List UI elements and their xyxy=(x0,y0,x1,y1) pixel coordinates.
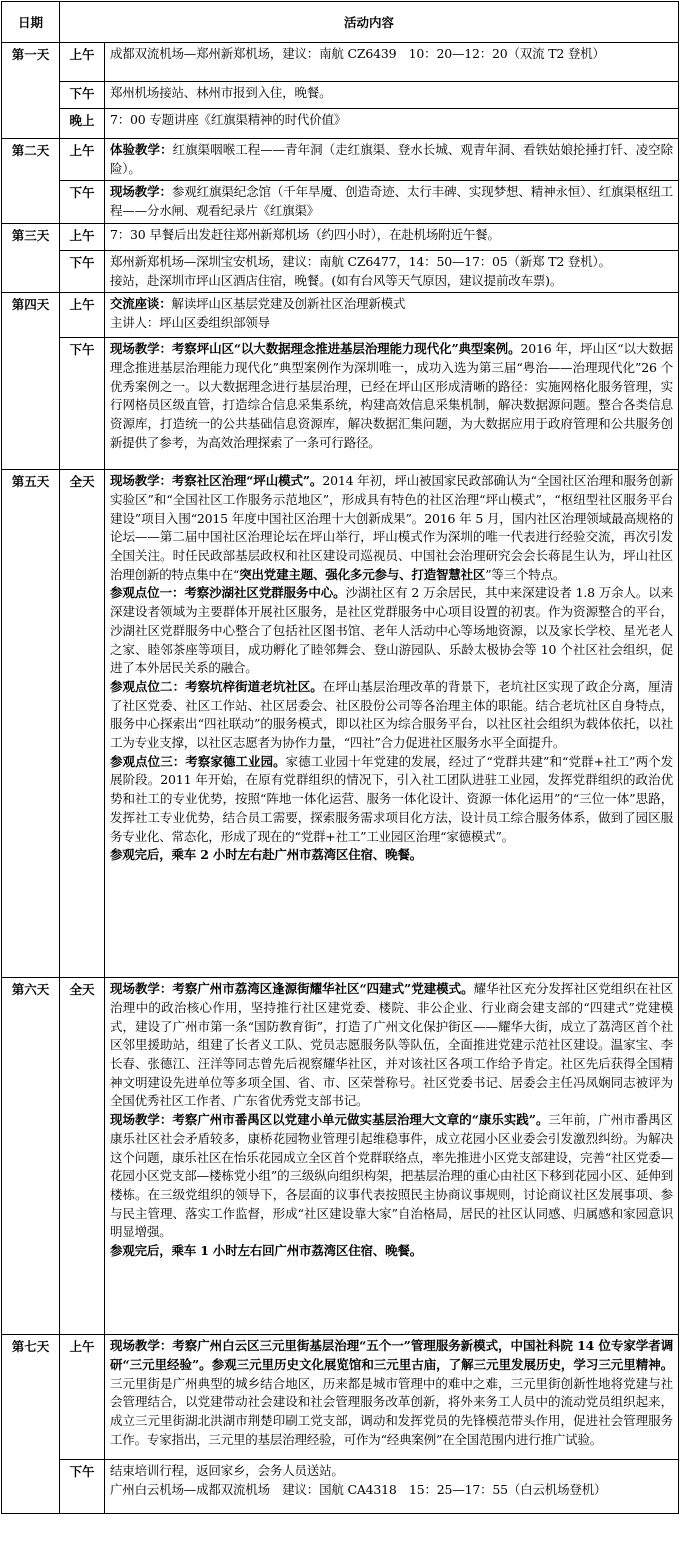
text: 2014 年初，坪山被国家民政部确认为“全国社区治理和服务创新实验区”和“全国社区工作服务示范地区”，形成具有特色的社区治理“坪山模式”，“枢纽型社区服务平台建设”项目入围“2015 年度中国社区治理十大创新成果”。2016 年 5 月，国内社区治理领域最高规格的论坛——第二届中国社区治理论坛在坪山举行，坪山模式作为深圳的唯一代表进行经验交流，再次引发全国关注。时任民政部基层政权和社区建设司巡视员、中国社会治理研究会会长蒋昆生认为，坪山社区治理创新的特点集中在“ xyxy=(110,473,673,582)
content-paragraph xyxy=(110,111,673,130)
activity-content xyxy=(105,43,679,82)
text: 2016 年，坪山区“以大数据理念推进基层治理能力现代化”典型案例作为深圳唯一，成功入选为第三届“粤治——治理现代化”26 个优秀案例之一。以大数据理念进行基层治理，已经在坪山区形成清晰的路径：实施网格化服务管理，实行网格员区级直管，打造综合信息采集系统，构建高效信息采集机制，解决数据源问题。整合各类信息资源库，打造统一的公共基础信息资源库，解决数据汇集问题，为大数据应用于政府管理和公共服务创新提供了参考，为高效治理探索了一条可行路径。 xyxy=(110,341,673,450)
session-row xyxy=(2,470,679,978)
text: 广州白云机场—成都双流机场 建议：国航 CA4318 15：25—17：55（白云机场登机） xyxy=(110,1481,607,1497)
content-paragraph xyxy=(110,226,673,245)
text: 在坪山基层治理改革的背景下，老坑社区实现了政企分离，厘清了社区党委、社区工作站、社区居委会、社区股份公司等各治理主体的职能。结合老坑社区自身特点，服务中心探索出“四社联动”的服务模式，即以社区为综合服务平台，以社区社会组织为载体依托，以社工为专业支撑，以社区志愿者为协作力量，“四社”合力促进社区服务水平全面提升。 xyxy=(110,678,673,751)
bold-text: 参观点位二：考察坑梓街道老坑社区。 xyxy=(110,678,323,694)
activity-content xyxy=(105,223,679,250)
bold-text: 体验教学： xyxy=(110,142,173,157)
activity-content xyxy=(105,250,679,292)
session-row xyxy=(2,338,679,470)
text: 三年前，广州市番禺区康乐社区社会矛盾较多，康桥花园物业管理引起维稳事件，成立花园小区业委会引发激烈纠纷。为解决这个问题，康乐社区在怡乐花园成立全区首个党群联络点，率先推进小区党支部建设，完善“社区党委—花园小区党支部—楼栋党小组”的三级纵向组织构架，把基层治理的重心由社区下移到花园小区、延伸到楼栋。在三级党组织的领导下，各层面的议事代表按照民主协商议事规则，讨论商议社区发展事项、参与民主管理、落实工作监督，形成“社区建设靠大家”自治格局，居民的社区认同感、归属感和家园意识明显增强。 xyxy=(110,1112,673,1240)
session-row xyxy=(2,82,679,109)
bold-text: 参观点位三：考察家德工业园。 xyxy=(110,753,286,769)
text: 7：00 专题讲座《红旗渠精神的时代价值》 xyxy=(110,112,347,127)
text: 郑州机场接站、林州市报到入住，晚餐。 xyxy=(110,85,332,100)
content-paragraph xyxy=(110,1337,673,1449)
session-row xyxy=(2,250,679,292)
text: 解读坪山区基层党建及创新社区治理新模式 xyxy=(171,296,406,312)
schedule-table xyxy=(1,1,679,1514)
content-paragraph xyxy=(110,1481,673,1500)
text: 接站，赴深圳市坪山区酒店住宿，晚餐。(如有台风等天气原因，建议提前改车票)。 xyxy=(110,272,563,288)
period-label: 下午 xyxy=(60,1460,105,1514)
header-row xyxy=(2,2,679,43)
text: 耀华社区充分发挥社区党组织在社区治理中的政治核心作用，坚持推行社区建党委、楼院、非公企业、行业商会建支部的“四建式”党建模式，建设了广州市第一条“国防教育街”，打造了广州文化保护街区——耀华大街，成立了荔湾区首个社区邻里援助站，组建了长者义工队、党员志愿服务队等队伍，全面推进党建示范社区建设。温家宝、李长春、张德江、汪洋等同志曾先后视察耀华社区，并对该社区各项工作给予肯定。社区先后获得全国精神文明建设先进单位等多项全国、省、市、区荣誉称号。社区党委书记、居委会主任冯凤娴同志被评为全国优秀社区工作者、广东省优秀党支部书记。 xyxy=(110,981,673,1109)
activity-content xyxy=(105,82,679,109)
text: 主讲人：坪山区委组织部领导 xyxy=(110,314,270,330)
session-row xyxy=(2,978,679,1335)
text: ”等三个特点。 xyxy=(485,566,566,582)
text: 成都双流机场—郑州新郑机场，建议：南航 CZ6439 10：20—12：20（双流 T2 登机） xyxy=(110,46,605,61)
activity-content xyxy=(105,470,679,978)
bold-text: 参观完后，乘车 1 小时左右回广州市荔湾区住宿、晚餐。 xyxy=(110,1243,423,1259)
content-paragraph xyxy=(110,1462,673,1481)
content-paragraph xyxy=(110,472,673,584)
bold-text: 突出党建主题、强化多元参与、打造智慧社区 xyxy=(239,566,486,582)
content-paragraph xyxy=(110,272,673,291)
period-label: 上午 xyxy=(60,1335,105,1460)
bold-text: 参观完后，乘车 2 小时左右赴广州市荔湾区住宿、晚餐。 xyxy=(110,847,423,863)
bold-text: 现场教学：考察广州市荔湾区逢源街耀华社区“四建式”党建模式。 xyxy=(110,981,474,997)
activity-content xyxy=(105,338,679,470)
day-label: 第一天 xyxy=(2,43,60,139)
content-paragraph xyxy=(110,846,673,865)
bold-text: 现场教学：考察广州白云区三元里街基层治理“五个一”管理服务新模式，中国社科院 14 位专家学者调研“三元里经验”。参观三元里历史文化展览馆和三元里古庙，了解三元里发展历史，学习三元里精神。 xyxy=(110,1338,673,1372)
day-label: 第五天 xyxy=(2,470,60,978)
day-label: 第四天 xyxy=(2,293,60,470)
period-label: 下午 xyxy=(60,82,105,109)
activity-content xyxy=(105,181,679,223)
content-paragraph xyxy=(110,980,673,1111)
content-paragraph xyxy=(110,678,673,753)
bold-text: 现场教学：考察坪山区“以大数据理念推进基层治理能力现代化”典型案例。 xyxy=(110,341,521,357)
session-row xyxy=(2,1335,679,1460)
session-row xyxy=(2,139,679,181)
text: 7：30 早餐后出发赶往郑州新郑机场（约四小时），在赴机场附近午餐。 xyxy=(110,226,500,242)
session-row xyxy=(2,223,679,250)
day-label: 第二天 xyxy=(2,139,60,224)
text: 沙湖社区有 2 万余居民，其中来深建设者 1.8 万余人。以来深建设者领域为主要群体开展社区服务，是社区党群服务中心项目设置的初衷。作为资源整合的平台，沙湖社区党群服务中心整合了包括社区图书馆、老年人活动中心等场地资源，以及家长学校、星光老人之家、睦邻茶座等项目，成功孵化了睦邻舞会、登山游园队、乐龄太极协会等 10 个社区社会组织，促进了本外居民关系的融合。 xyxy=(110,585,674,676)
period-label: 晚上 xyxy=(60,109,105,139)
content-header: 活动内容 xyxy=(60,2,679,43)
session-row xyxy=(2,109,679,139)
activity-content xyxy=(105,1460,679,1514)
activity-content xyxy=(105,293,679,338)
bold-text: 现场教学：考察广州市番禺区以党建小单元做实基层治理大文章的“康乐实践”。 xyxy=(110,1112,549,1128)
text: 参观红旗渠纪念馆（千年旱魇、创造奇迹、太行丰碑、实现梦想、精神永恒）、红旗渠枢纽工程——分水闸、观看纪录片《红旗渠》 xyxy=(110,184,673,219)
period-label: 下午 xyxy=(60,338,105,470)
period-label: 上午 xyxy=(60,223,105,250)
activity-content xyxy=(105,139,679,181)
content-paragraph xyxy=(110,141,673,178)
text: 家德工业园十年党建的发展，经过了“党群共建”和“党群+社工”两个发展阶段。2011 年开始，在原有党群组织的情况下，引入社工团队进驻工业园，发挥党群组织的政治优势和社工的专业优势，按照“阵地一体化运营、服务一体化设计、资源一体化运用”的“三位一体”思路，发挥社工专业优势，结合员工需要，探索服务需求项目化方法，设计员工综合服务体系，做到了园区服务专业化、常态化，形成了现在的“党群+社工”工业园区治理“家德模式”。 xyxy=(110,753,674,844)
session-row xyxy=(2,43,679,82)
content-paragraph xyxy=(110,253,673,272)
text: 红旗渠咽喉工程——青年洞（走红旗渠、登水长城、观青年洞、看铁姑娘抡捶打钎、凌空除险）。 xyxy=(110,142,673,176)
content-paragraph xyxy=(110,584,673,678)
period-label: 下午 xyxy=(60,181,105,223)
text: 结束培训行程，返回家乡，会务人员送站。 xyxy=(110,1463,344,1479)
period-label: 全天 xyxy=(60,978,105,1335)
date-header: 日期 xyxy=(2,2,60,43)
bold-text: 交流座谈： xyxy=(110,296,172,312)
content-paragraph xyxy=(110,183,673,220)
schedule-body xyxy=(2,43,679,1514)
bold-text: 现场教学：考察社区治理“坪山模式”。 xyxy=(110,473,323,489)
text: 郑州新郑机场—深圳宝安机场，建议：南航 CZ6477，14：50—17：05（新郑 T2 登机）。 xyxy=(110,253,611,269)
content-paragraph xyxy=(110,314,673,333)
content-paragraph xyxy=(110,753,673,847)
period-label: 下午 xyxy=(60,250,105,292)
session-row xyxy=(2,293,679,338)
session-row xyxy=(2,181,679,223)
activity-content xyxy=(105,109,679,139)
content-paragraph xyxy=(110,340,673,452)
period-label: 全天 xyxy=(60,470,105,978)
text: 三元里街是广州典型的城乡结合地区，历来都是城市管理中的难中之难，三元里街创新性地将党建与社会管理结合，以党建带动社会建设和社会管理服务改革创新，将外来务工人员中的流动党员组织起来，成立三元里街湖北洪湖市荆楚印刷工党支部，调动和发挥党员的先锋模范带头作用，促进社会管理服务工作。专家指出，三元里的基层治理经验，可作为“经典案例”在全国范围内进行推广试验。 xyxy=(110,1375,673,1447)
activity-content xyxy=(105,1335,679,1460)
content-paragraph xyxy=(110,45,673,64)
day-label: 第六天 xyxy=(2,978,60,1335)
session-row xyxy=(2,1460,679,1514)
bold-text: 现场教学： xyxy=(110,184,172,200)
content-paragraph xyxy=(110,1111,673,1242)
content-paragraph xyxy=(110,84,673,103)
day-label: 第三天 xyxy=(2,223,60,292)
bold-text: 参观点位一：考察沙湖社区党群服务中心。 xyxy=(110,585,346,601)
content-paragraph xyxy=(110,295,673,314)
period-label: 上午 xyxy=(60,293,105,338)
period-label: 上午 xyxy=(60,139,105,181)
period-label: 上午 xyxy=(60,43,105,82)
activity-content xyxy=(105,978,679,1335)
content-paragraph xyxy=(110,1242,673,1261)
day-label: 第七天 xyxy=(2,1335,60,1514)
